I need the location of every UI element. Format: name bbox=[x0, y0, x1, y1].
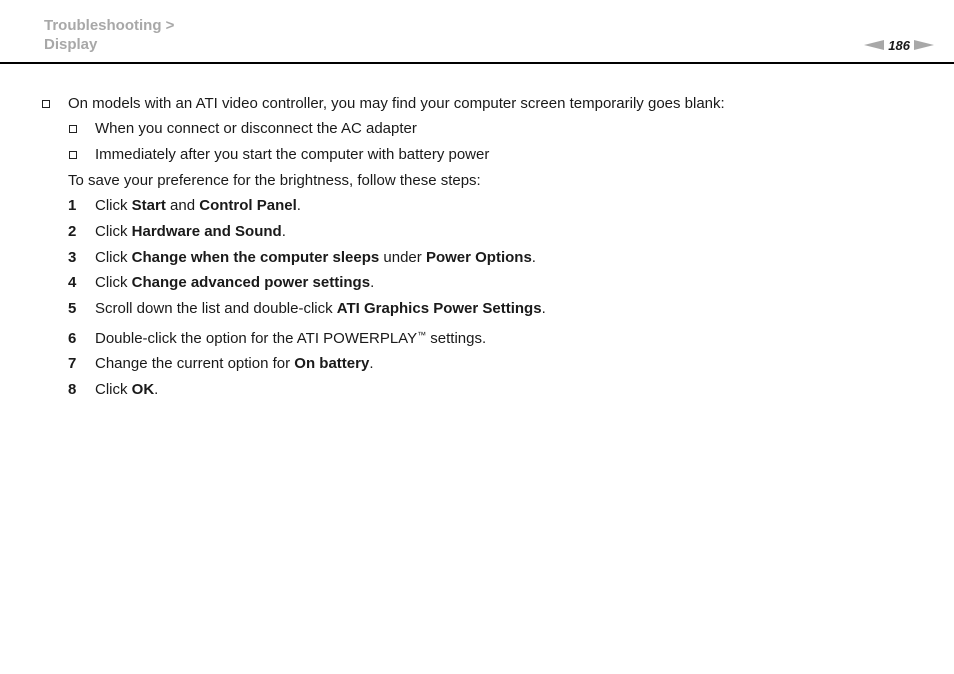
step-item bbox=[68, 274, 76, 292]
trademark-symbol: ™ bbox=[417, 330, 427, 340]
step-bold-term: On battery bbox=[294, 355, 370, 372]
step-number: 7 bbox=[68, 355, 77, 372]
step-text bbox=[95, 300, 546, 318]
step-item bbox=[68, 300, 76, 318]
step-number: 3 bbox=[68, 249, 77, 266]
step-number: 6 bbox=[68, 330, 77, 347]
step-number: 5 bbox=[68, 300, 77, 317]
step-text-part: . bbox=[369, 355, 374, 372]
step-text-part: Scroll down the list and double-click bbox=[95, 300, 337, 317]
step-text-part: and bbox=[165, 197, 200, 214]
page-navigator bbox=[864, 36, 934, 54]
page-header bbox=[0, 0, 954, 64]
bullet-checkbox-icon bbox=[69, 125, 77, 133]
previous-page-arrow-icon[interactable] bbox=[864, 40, 884, 50]
step-text bbox=[95, 197, 301, 215]
step-text bbox=[95, 223, 286, 241]
step-text bbox=[95, 330, 486, 348]
step-text-part: Click bbox=[95, 223, 132, 240]
header-divider bbox=[0, 62, 954, 64]
next-page-arrow-icon[interactable] bbox=[914, 40, 934, 50]
step-text-part: Click bbox=[95, 381, 132, 398]
bullet-checkbox-icon bbox=[69, 151, 77, 159]
breadcrumb-page[interactable]: Display bbox=[44, 36, 98, 53]
step-item bbox=[68, 355, 76, 373]
step-bold-term: OK bbox=[131, 381, 155, 398]
step-item bbox=[68, 197, 76, 215]
step-text-part: Double-click the option for the ATI POWERPLAY bbox=[95, 330, 418, 347]
step-number: 8 bbox=[68, 381, 77, 398]
step-text bbox=[95, 249, 536, 267]
intro-text: On models with an ATI video controller, you may find your computer screen temporarily goes blank: bbox=[68, 95, 725, 112]
step-bold-term: Power Options bbox=[425, 249, 532, 266]
breadcrumb-section[interactable]: Troubleshooting > bbox=[44, 17, 175, 34]
step-text-part: settings. bbox=[426, 330, 487, 347]
step-text-part: . bbox=[541, 300, 546, 317]
bullet-checkbox-icon bbox=[42, 100, 50, 108]
breadcrumb bbox=[44, 16, 174, 54]
step-text bbox=[95, 274, 374, 292]
step-number: 1 bbox=[68, 197, 77, 214]
page-number: 186 bbox=[888, 37, 910, 53]
step-text bbox=[95, 381, 158, 399]
step-text-part: . bbox=[154, 381, 159, 398]
step-item bbox=[68, 381, 76, 399]
step-number: 4 bbox=[68, 274, 77, 291]
step-bold-term: Change when the computer sleeps bbox=[131, 249, 380, 266]
steps-intro: To save your preference for the brightness, follow these steps: bbox=[68, 172, 481, 189]
step-text-part: . bbox=[370, 274, 375, 291]
step-text-part: Change the current option for bbox=[95, 355, 295, 372]
step-bold-term: Start bbox=[131, 197, 166, 214]
step-text-part: Click bbox=[95, 249, 132, 266]
step-text-part: . bbox=[281, 223, 286, 240]
step-bold-term: Control Panel bbox=[199, 197, 297, 214]
sub-item-text: When you connect or disconnect the AC adapter bbox=[95, 120, 417, 137]
step-text-part: . bbox=[531, 249, 536, 266]
step-text-part: Click bbox=[95, 197, 132, 214]
step-bold-term: Change advanced power settings bbox=[131, 274, 371, 291]
step-number: 2 bbox=[68, 223, 77, 240]
step-item bbox=[68, 223, 76, 241]
step-bold-term: ATI Graphics Power Settings bbox=[336, 300, 542, 317]
step-item bbox=[68, 330, 76, 348]
step-text-part: under bbox=[379, 249, 426, 266]
step-text-part: Click bbox=[95, 274, 132, 291]
step-text-part: . bbox=[296, 197, 301, 214]
step-bold-term: Hardware and Sound bbox=[131, 223, 282, 240]
step-text bbox=[95, 355, 373, 373]
sub-item-text: Immediately after you start the computer with battery power bbox=[95, 146, 490, 163]
step-item bbox=[68, 249, 76, 267]
